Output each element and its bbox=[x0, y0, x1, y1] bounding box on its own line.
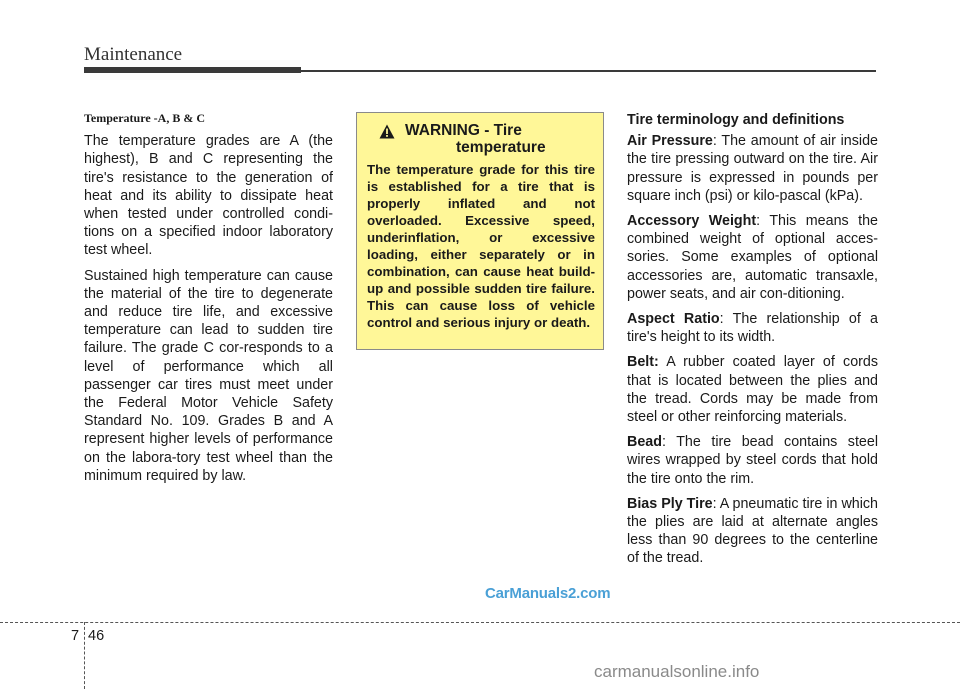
term-definition: The tire bead contains steel wires wrapped by steel cords that hold the tire onto the rim. bbox=[627, 434, 879, 487]
term-definition: A rubber coated layer of cords that is located between the plies and the tread. Cords may be made from steel or other reinforcing materials. bbox=[627, 354, 879, 426]
footer-divider-vertical bbox=[84, 622, 85, 689]
warning-title: WARNING - Tire bbox=[405, 122, 522, 139]
left-column bbox=[84, 109, 333, 492]
definition-bead: Bead: The tire bead contains steel wires wrapped by steel cords that hold the tire onto the rim. bbox=[627, 434, 879, 487]
warning-box bbox=[356, 112, 604, 350]
warning-triangle-icon bbox=[379, 124, 395, 139]
watermark-link[interactable]: CarManuals2.com bbox=[485, 585, 611, 602]
term-definition: This means the combined weight of optional acces-sories. Some examples of optional accessories are, automatic transaxle, power seats, and air con-ditioning. bbox=[627, 213, 878, 302]
term-label: Aspect Ratio bbox=[627, 311, 720, 328]
bottom-watermark: carmanualsonline.info bbox=[594, 662, 760, 681]
definition-air-pressure: Air Pressure: The amount of air inside the tire pressing outward on the tire. Air pressure is expressed in pounds per square inch (psi) or kilo-pascal (kPa). bbox=[627, 133, 878, 204]
warning-body: The temperature grade for this tire is established for a tire that is properly inflated and not overloaded. Excessive speed, underinflation, or excessive loading, either separately or in combination, can cause heat build-up and possible sudden tire failure. This can cause loss of vehicle control and serious injury or death. bbox=[367, 162, 595, 330]
footer-divider-horizontal bbox=[0, 622, 960, 623]
definition-accessory-weight: Accessory Weight: This means the combined weight of optional acces-sories. Some examples of optional accessories are, automatic transaxle, power seats, and air con-ditioning. bbox=[627, 213, 878, 302]
definition-bias-ply-tire: Bias Ply Tire: A pneumatic tire in which the plies are laid at alternate angles less than 90 degrees to the centerline of the tread. bbox=[627, 495, 879, 567]
term-label: Belt: bbox=[627, 354, 659, 371]
page-header-title: Maintenance bbox=[84, 44, 183, 65]
term-definition: The relationship of a tire's height to its width. bbox=[627, 311, 879, 346]
temperature-heading: Temperature -A, B & C bbox=[84, 111, 205, 125]
term-label: Bias Ply Tire bbox=[627, 495, 713, 512]
terminology-heading: Tire terminology and definitions bbox=[627, 112, 845, 128]
term-label: Accessory Weight bbox=[627, 213, 757, 230]
header-rule-thin bbox=[84, 70, 876, 72]
term-definition: A pneumatic tire in which the plies are laid at alternate angles less than 90 degrees to the centerline of the tread. bbox=[627, 495, 879, 567]
right-column bbox=[627, 111, 878, 575]
definition-aspect-ratio: Aspect Ratio: The relationship of a tire's height to its width. bbox=[627, 311, 879, 346]
chapter-number: 7 bbox=[71, 628, 80, 644]
term-label: Bead bbox=[627, 434, 662, 451]
warning-title-line2: temperature bbox=[456, 139, 546, 156]
definition-belt bbox=[627, 353, 878, 426]
page-number: 46 bbox=[88, 628, 105, 644]
term-label: Air Pressure bbox=[627, 133, 713, 150]
paragraph: The temperature grades are A (the highest), B and C representing the tire's resistance to the generation of heat and its ability to dissipate heat when tested under controlled condi-tions on a specified indoor laboratory test wheel. bbox=[84, 133, 333, 259]
warning-header bbox=[367, 121, 595, 161]
paragraph: Sustained high temperature can cause the material of the tire to degenerate and reduce tire life, and excessive temperature can lead to sudden tire failure. The grade C cor-responds to a level of performance which all passenger car tires must meet under the Federal Motor Vehicle Safety Standard No. 109. Grades B and A represent higher levels of performance on the labora-tory test wheel than the minimum required by law. bbox=[84, 267, 333, 484]
term-definition: The amount of air inside the tire pressing outward on the tire. Air pressure is expressed in pounds per square inch (psi) or kilo-pascal (kPa). bbox=[627, 133, 878, 204]
